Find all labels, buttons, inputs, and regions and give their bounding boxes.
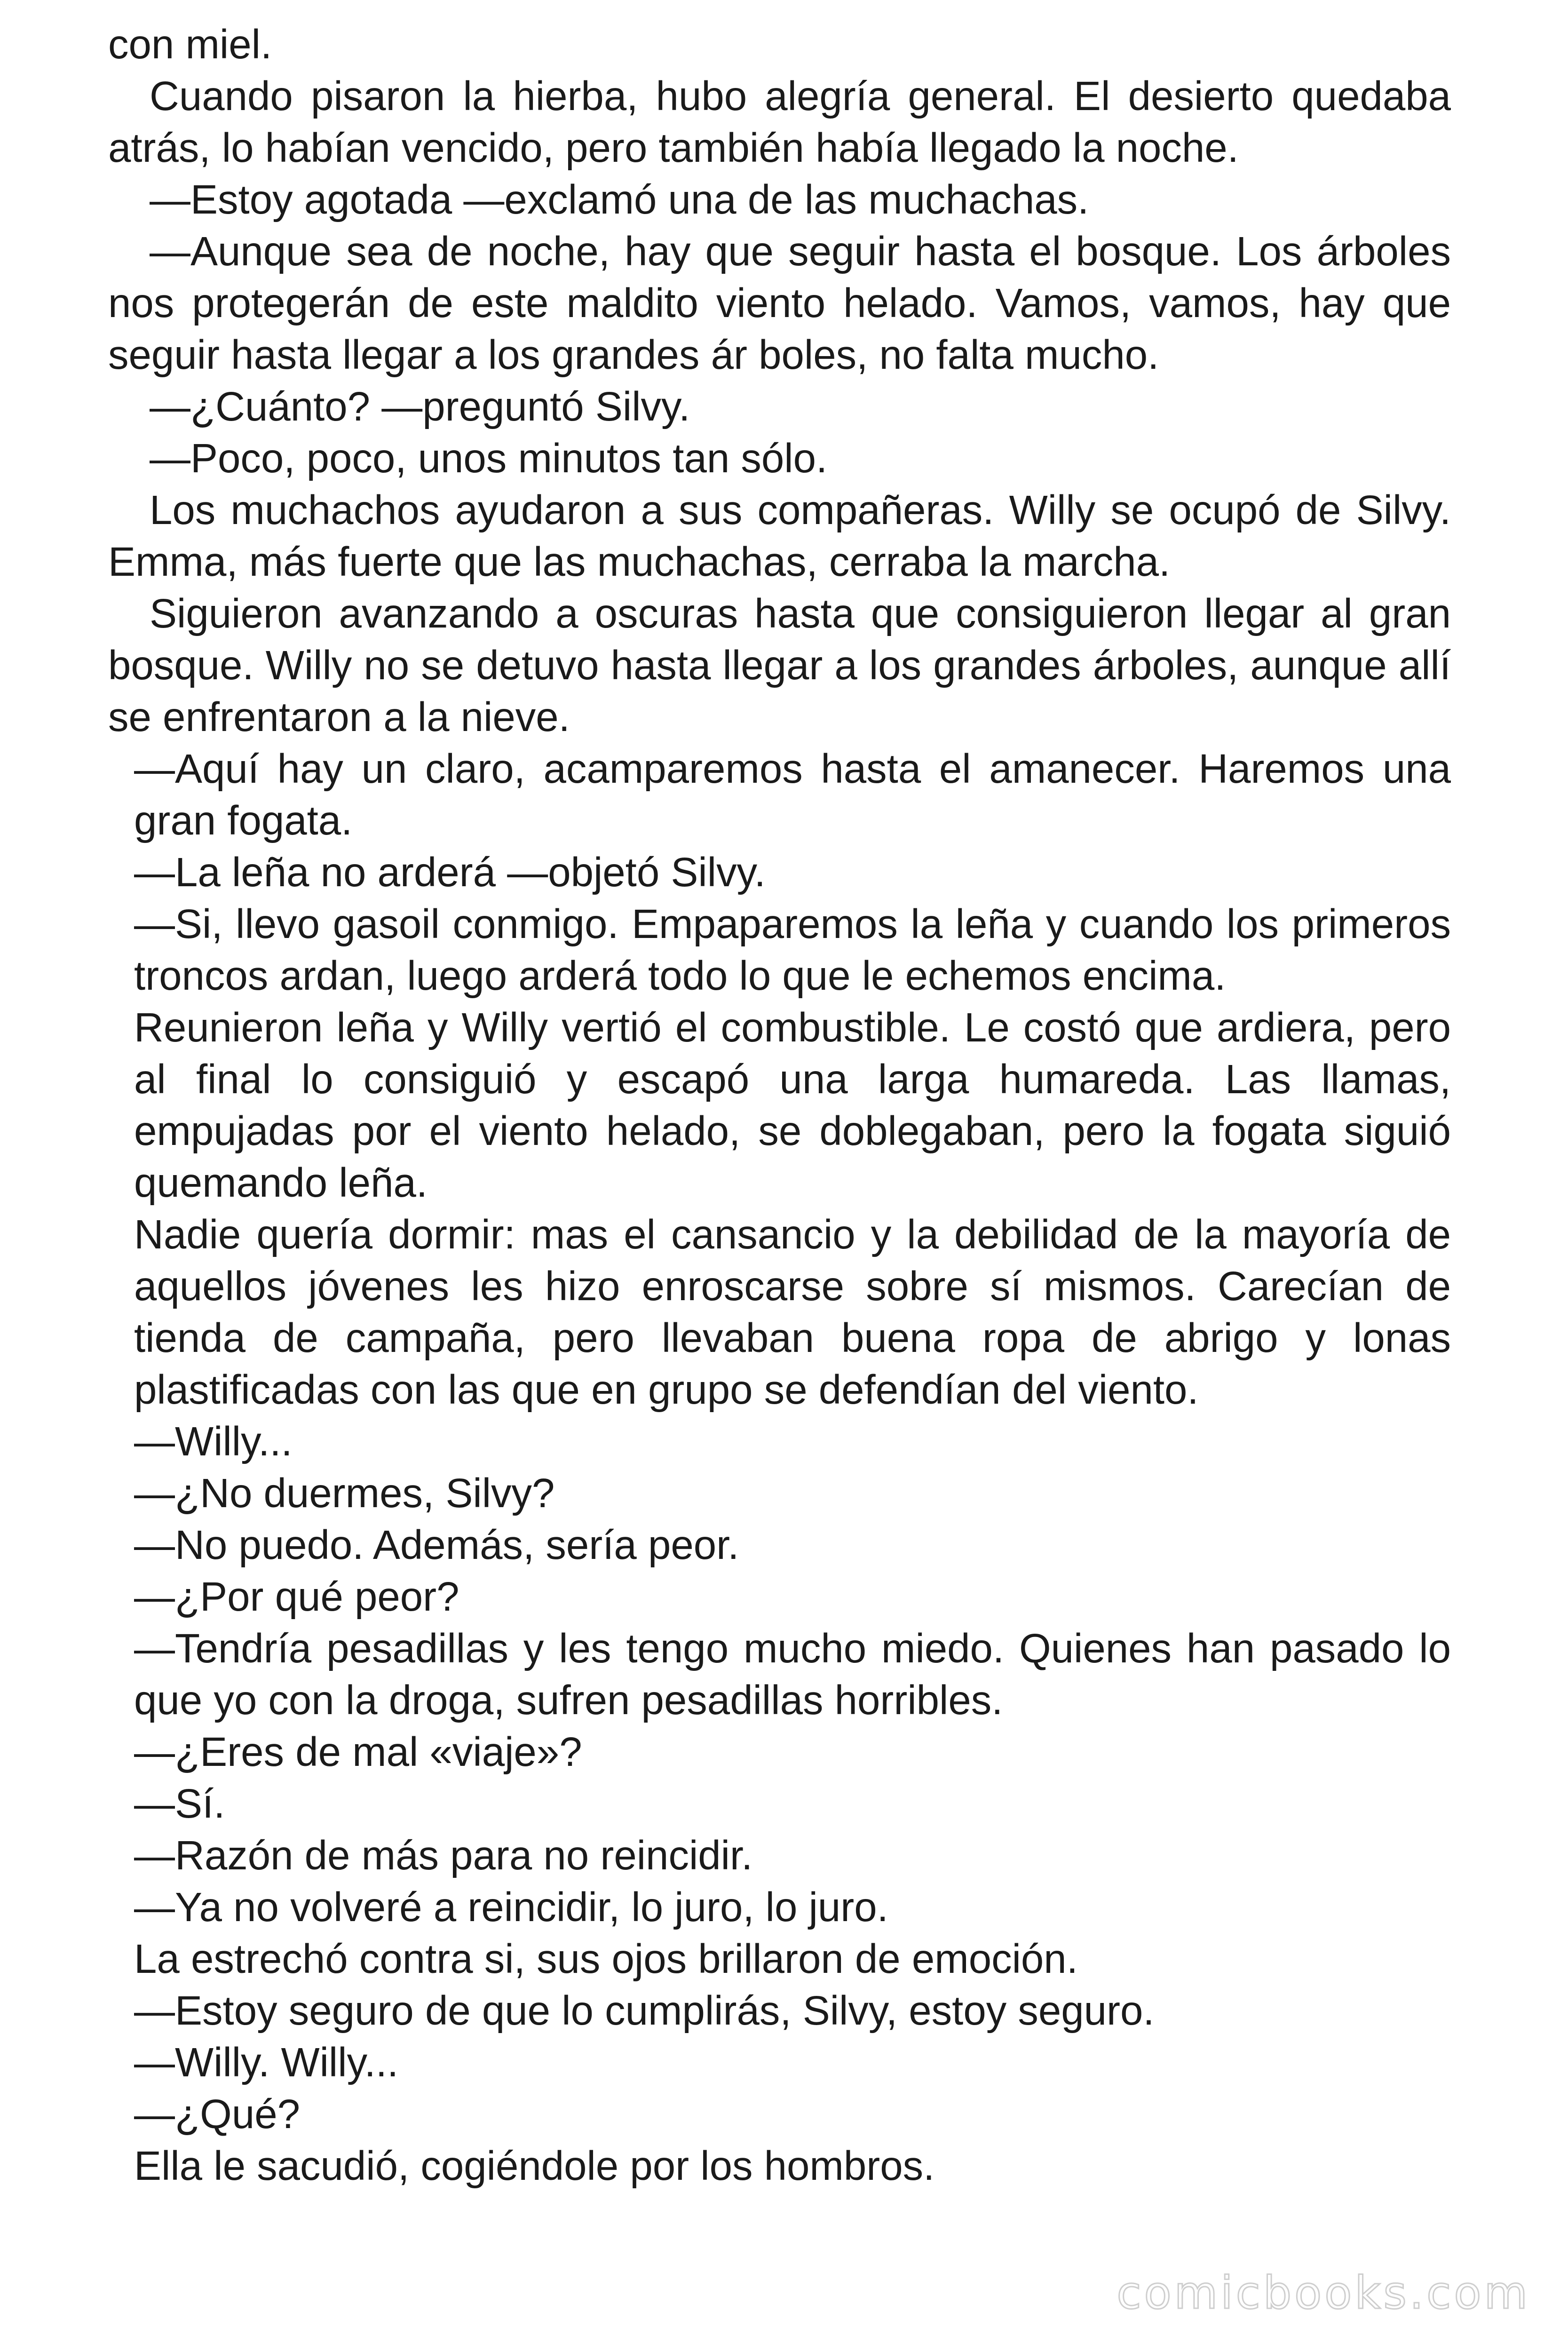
page-text: [108, 19, 1451, 2192]
paragraph: —Ya no volveré a reincidir, lo juro, lo juro.: [134, 1884, 888, 1930]
paragraph: Siguieron avanzando a oscuras hasta que consiguieron llegar al gran bosque. Willy no se detuvo hasta llegar a los grandes árboles, aunque allí se enfrentaron a la nieve.: [108, 591, 1451, 740]
paragraph: —¿Eres de mal «viaje»?: [134, 1729, 582, 1775]
paragraph: —No puedo. Además, sería peor.: [134, 1522, 739, 1568]
paragraph: —Razón de más para no reincidir.: [134, 1833, 753, 1878]
paragraph: con miel.: [108, 22, 272, 67]
paragraph: La estrechó contra si, sus ojos brillaron de emoción.: [134, 1936, 1078, 1982]
paragraph: —¿Qué?: [134, 2091, 300, 2137]
paragraph: —Aunque sea de noche, hay que seguir hasta el bosque. Los árboles nos protegerán de este maldito viento helado. Vamos, vamos, hay que seguir hasta llegar a los grandes ár boles, no falta mucho.: [108, 229, 1451, 378]
paragraph: —La leña no arderá —objetó Silvy.: [134, 850, 766, 895]
paragraph: Ella le sacudió, cogiéndole por los hombros.: [134, 2143, 935, 2189]
paragraph: —Willy. Willy...: [134, 2040, 399, 2085]
paragraph: —Si, llevo gasoil conmigo. Empaparemos la leña y cuando los primeros troncos ardan, luego arderá todo lo que le echemos encima.: [134, 901, 1451, 999]
paragraph: —¿Por qué peor?: [134, 1574, 459, 1620]
paragraph: —¿Cuánto? —preguntó Silvy.: [150, 384, 690, 429]
paragraph: —Poco, poco, unos minutos tan sólo.: [150, 436, 828, 481]
paragraph: —Tendría pesadillas y les tengo mucho miedo. Quienes han pasado lo que yo con la droga, sufren pesadillas horribles.: [134, 1626, 1451, 1723]
paragraph: Nadie quería dormir: mas el cansancio y la debilidad de la mayoría de aquellos jóvenes les hizo enroscarse sobre sí mismos. Carecían de tienda de campaña, pero llevaban buena ropa de abrigo y lonas plastificadas con las que en grupo se defendían del viento.: [134, 1212, 1451, 1413]
paragraph: —Sí.: [134, 1781, 225, 1827]
paragraph: Reunieron leña y Willy vertió el combustible. Le costó que ardiera, pero al final lo consiguió y escapó una larga humareda. Las llamas, empujadas por el viento helado, se doblegaban, pero la fogata siguió quemando leña.: [134, 1005, 1451, 1206]
paragraph: Cuando pisaron la hierba, hubo alegría general. El desierto quedaba atrás, lo habían vencido, pero también había llegado la noche.: [108, 73, 1451, 171]
paragraph: —Estoy seguro de que lo cumplirás, Silvy, estoy seguro.: [134, 1988, 1155, 2034]
paragraph: —¿No duermes, Silvy?: [134, 1470, 555, 1516]
paragraph: —Willy...: [134, 1419, 293, 1464]
paragraph: Los muchachos ayudaron a sus compañeras. Willy se ocupó de Silvy. Emma, más fuerte que las muchachas, cerraba la marcha.: [108, 487, 1451, 585]
paragraph: —Aquí hay un claro, acamparemos hasta el amanecer. Haremos una gran fogata.: [134, 746, 1451, 843]
paragraph: —Estoy agotada —exclamó una de las muchachas.: [150, 177, 1089, 222]
watermark: comicbooks.com: [1117, 2267, 1530, 2319]
